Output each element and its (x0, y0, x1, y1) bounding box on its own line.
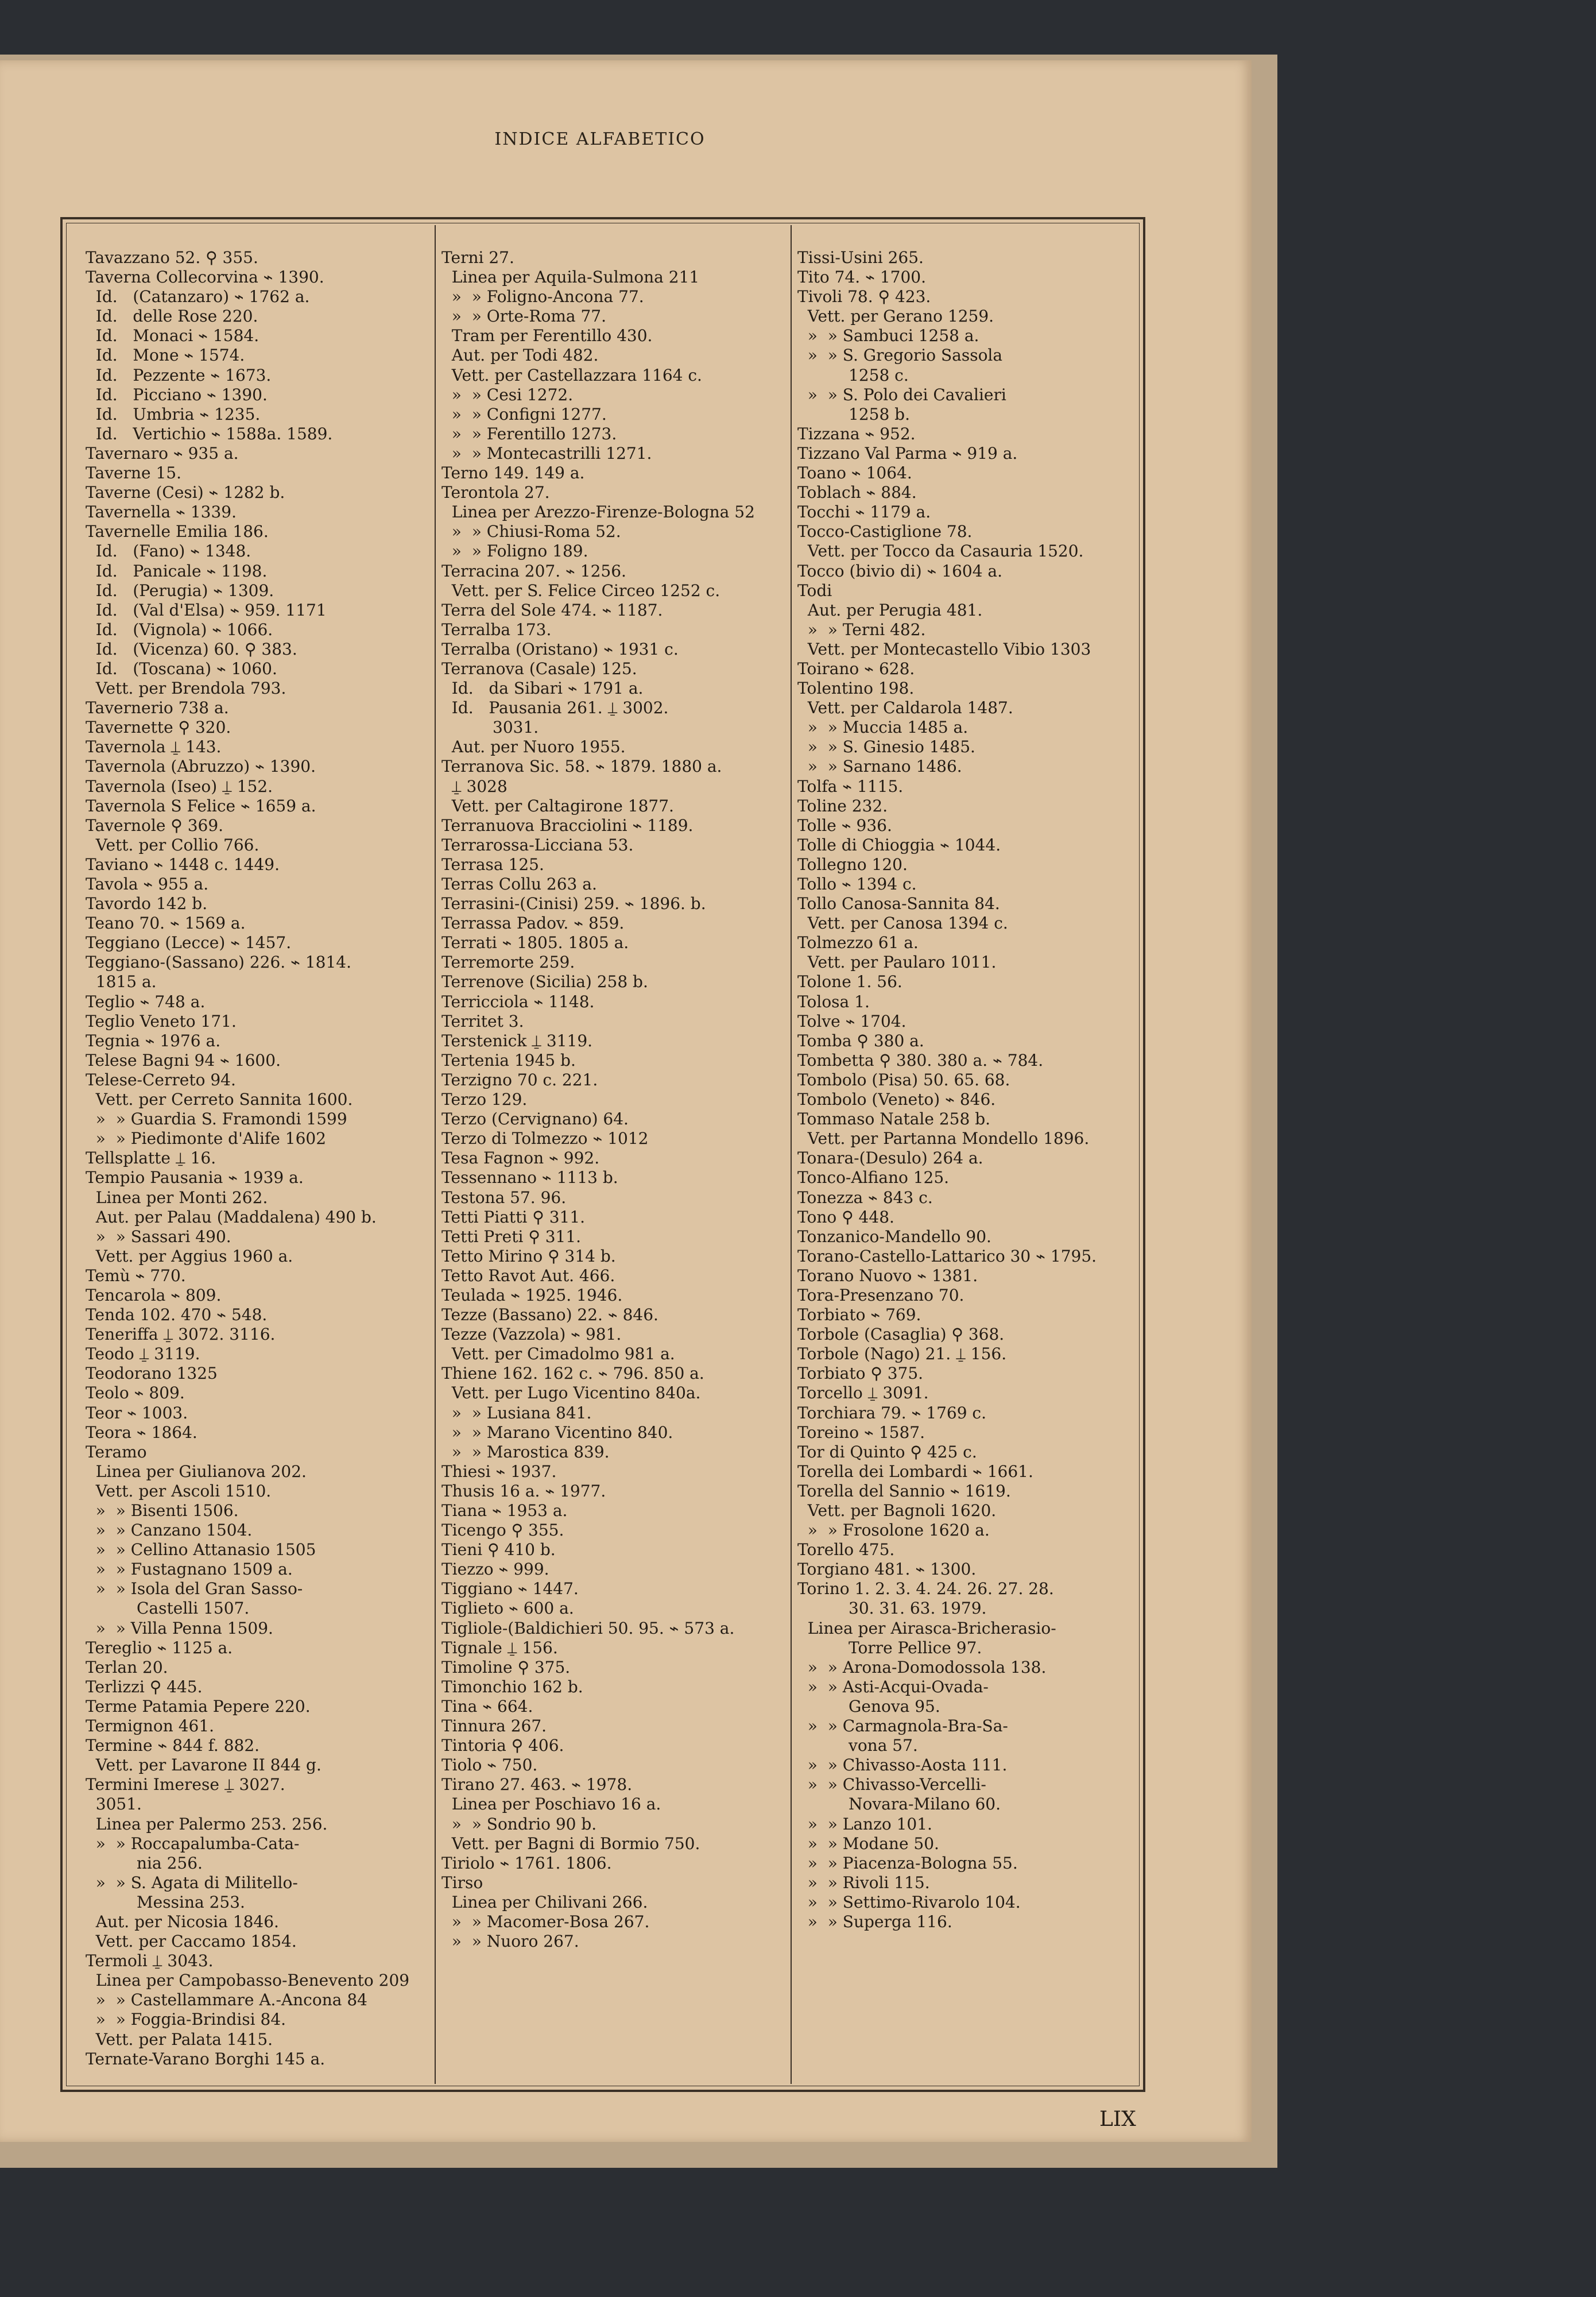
index-entry: Id. Pausania 261. ⍊ 3002. (441, 698, 669, 718)
index-entry: Teor ⌁ 1003. (86, 1403, 188, 1422)
index-entry: Taviano ⌁ 1448 c. 1449. (86, 854, 280, 874)
index-entry: Tavazzano 52. ⚲ 355. (86, 248, 258, 267)
index-entry: Id. Vertichio ⌁ 1588a. 1589. (86, 424, 333, 443)
index-entry: Teano 70. ⌁ 1569 a. (86, 914, 246, 933)
index-entry: » » Castellammare A.-Ancona 84 (86, 1990, 367, 2010)
index-entry: Teodo ⍊ 3119. (86, 1344, 200, 1364)
index-entry: Tavernerio 738 a. (86, 698, 229, 718)
index-entry: Torbiato ⌁ 769. (797, 1305, 921, 1325)
index-entry: Terzo di Tolmezzo ⌁ 1012 (441, 1129, 649, 1148)
index-entry: Tollegno 120. (797, 854, 908, 874)
index-entry: Torcello ⍊ 3091. (797, 1383, 929, 1403)
index-entry: Tesa Fagnon ⌁ 992. (441, 1148, 600, 1168)
index-entry: Tiana ⌁ 1953 a. (441, 1501, 568, 1520)
index-entry: » » Isola del Gran Sasso- (86, 1579, 303, 1599)
index-entry: Terno 149. 149 a. (441, 463, 585, 483)
index-entry: Tolosa 1. (797, 992, 870, 1011)
index-entry: » » Chivasso-Aosta 111. (797, 1755, 1008, 1775)
index-entry: Id. Picciano ⌁ 1390. (86, 385, 268, 404)
index-entry: Vett. per Paularo 1011. (797, 953, 997, 972)
index-entry: Terralba 173. (441, 620, 552, 639)
index-entry: Thiene 162. 162 c. ⌁ 796. 850 a. (441, 1364, 704, 1383)
index-entry: » » Arona-Domodossola 138. (797, 1657, 1047, 1677)
index-entry: Teramo (86, 1442, 147, 1461)
index-entry: Tollo ⌁ 1394 c. (797, 875, 917, 894)
index-entry: Vett. per Cimadolmo 981 a. (441, 1344, 675, 1364)
index-entry: Novara-Milano 60. (797, 1795, 1001, 1814)
index-entry: Terrasini-(Cinisi) 259. ⌁ 1896. b. (441, 894, 706, 914)
index-entry: » » Piedimonte d'Alife 1602 (86, 1129, 327, 1148)
index-entry: Tolle di Chioggia ⌁ 1044. (797, 835, 1001, 854)
index-entry: Tintoria ⚲ 406. (441, 1736, 564, 1755)
index-entry: Tombolo (Veneto) ⌁ 846. (797, 1090, 996, 1109)
index-entry: Testona 57. 96. (441, 1188, 567, 1207)
index-entry: Ticengo ⚲ 355. (441, 1521, 564, 1540)
index-entry: » » Asti-Acqui-Ovada- (797, 1677, 989, 1696)
index-entry: Terzo 129. (441, 1090, 528, 1109)
index-entry: Id. Umbria ⌁ 1235. (86, 404, 261, 424)
index-entry: Terlan 20. (86, 1657, 168, 1677)
index-entry: » » Lanzo 101. (797, 1814, 932, 1834)
index-entry: Tezze (Bassano) 22. ⌁ 846. (441, 1305, 658, 1325)
index-entry: Teggiano-(Sassano) 226. ⌁ 1814. (86, 953, 352, 972)
index-entry: » » Lusiana 841. (441, 1403, 592, 1422)
index-entry: » » Sarnano 1486. (797, 757, 962, 776)
index-entry: Vett. per Lavarone II 844 g. (86, 1755, 321, 1775)
index-entry: » » Orte-Roma 77. (441, 307, 606, 326)
index-entry: Tavernola S Felice ⌁ 1659 a. (86, 796, 316, 815)
index-entry: » » Terni 482. (797, 620, 926, 639)
index-entry: » » Macomer-Bosa 267. (441, 1912, 650, 1931)
index-entry: Vett. per Ascoli 1510. (86, 1481, 272, 1501)
index-entry: Id. Panicale ⌁ 1198. (86, 561, 268, 581)
index-entry: » » Marostica 839. (441, 1442, 610, 1461)
index-entry: nia 256. (86, 1853, 203, 1873)
index-entry: Vett. per Castellazzara 1164 c. (441, 365, 702, 385)
index-entry: Terrasa 125. (441, 854, 544, 874)
index-entry: Vett. per Aggius 1960 a. (86, 1246, 293, 1266)
index-entry: Terstenick ⍊ 3119. (441, 1031, 593, 1050)
index-entry: Linea per Aquila-Sulmona 211 (441, 268, 700, 287)
index-entry: Vett. per Collio 766. (86, 835, 259, 854)
index-entry: » » Superga 116. (797, 1912, 952, 1931)
index-entry: Tavernola (Abruzzo) ⌁ 1390. (86, 757, 316, 776)
index-entry: Telese Bagni 94 ⌁ 1600. (86, 1050, 281, 1070)
index-entry: » » Nuoro 267. (441, 1932, 579, 1951)
index-entry: Tor di Quinto ⚲ 425 c. (797, 1442, 977, 1461)
index-entry: Vett. per Partanna Mondello 1896. (797, 1129, 1090, 1148)
index-entry: Terzo (Cervignano) 64. (441, 1109, 629, 1129)
index-entry: Tolone 1. 56. (797, 972, 902, 992)
index-entry: Tivoli 78. ⚲ 423. (797, 287, 931, 307)
index-entry: Tolve ⌁ 1704. (797, 1011, 907, 1031)
index-entry: » » S. Gregorio Sassola (797, 346, 1003, 365)
index-entry: » » Settimo-Rivarolo 104. (797, 1892, 1021, 1912)
index-entry: Tolmezzo 61 a. (797, 933, 919, 953)
index-entry: Terranova (Casale) 125. (441, 659, 637, 678)
index-entry: Tocchi ⌁ 1179 a. (797, 502, 931, 522)
index-entry: Vett. per Brendola 793. (86, 679, 286, 698)
index-entry: Torano Nuovo ⌁ 1381. (797, 1266, 978, 1285)
index-entry: 3051. (86, 1795, 142, 1814)
index-entry: Id. Mone ⌁ 1574. (86, 346, 245, 365)
index-entry: Tavernola (Iseo) ⍊ 152. (86, 776, 273, 796)
index-entry: Teneriffa ⍊ 3072. 3116. (86, 1325, 276, 1344)
page-header: INDICE ALFABETICO (494, 129, 706, 149)
index-entry: » » Sambuci 1258 a. (797, 326, 979, 346)
index-entry: Vett. per Canosa 1394 c. (797, 914, 1008, 933)
index-entry: Torino 1. 2. 3. 4. 24. 26. 27. 28. (797, 1579, 1054, 1599)
index-entry: Timoline ⚲ 375. (441, 1657, 571, 1677)
index-entry: Tavernelle Emilia 186. (86, 522, 269, 542)
index-entry: Tavernette ⚲ 320. (86, 718, 231, 737)
index-entry: » » Cellino Attanasio 1505 (86, 1540, 316, 1560)
index-entry: Terrati ⌁ 1805. 1805 a. (441, 933, 629, 953)
index-entry: Torbiato ⚲ 375. (797, 1364, 924, 1383)
index-entry: Terranuova Bracciolini ⌁ 1189. (441, 815, 694, 835)
index-entry: » » S. Ginesio 1485. (797, 737, 975, 757)
index-entry: Linea per Arezzo-Firenze-Bologna 52 (441, 502, 755, 522)
index-entry: Tavernole ⚲ 369. (86, 815, 224, 835)
index-entry: Terricciola ⌁ 1148. (441, 992, 595, 1011)
index-column-2 (441, 248, 797, 1951)
index-entry: Terme Patamia Pepere 220. (86, 1696, 311, 1716)
index-entry: Messina 253. (86, 1892, 245, 1912)
index-entry: Tessennano ⌁ 1113 b. (441, 1168, 618, 1188)
index-entry: Teodorano 1325 (86, 1364, 218, 1383)
index-entry: Linea per Palermo 253. 256. (86, 1814, 328, 1834)
index-entry: Id. (Catanzaro) ⌁ 1762 a. (86, 287, 310, 307)
index-column-1 (86, 248, 441, 2069)
index-entry: Vett. per Cerreto Sannita 1600. (86, 1090, 353, 1109)
index-entry: Vett. per Gerano 1259. (797, 307, 994, 326)
index-entry: Termignon 461. (86, 1716, 215, 1736)
index-entry: » » Frosolone 1620 a. (797, 1521, 990, 1540)
index-entry: Tertenia 1945 b. (441, 1050, 576, 1070)
index-entry: 30. 31. 63. 1979. (797, 1599, 987, 1618)
index-entry: Taverne (Cesi) ⌁ 1282 b. (86, 483, 285, 502)
index-entry: Linea per Poschiavo 16 a. (441, 1795, 661, 1814)
index-entry: Tezze (Vazzola) ⌁ 981. (441, 1325, 622, 1344)
index-entry: » » Foligno-Ancona 77. (441, 287, 644, 307)
index-entry: Vett. per Caltagirone 1877. (441, 796, 674, 815)
index-entry: Vett. per Bagnoli 1620. (797, 1501, 997, 1520)
index-entry: Tinnura 267. (441, 1716, 547, 1736)
index-entry: » » Rivoli 115. (797, 1873, 930, 1892)
index-entry: Terrarossa-Licciana 53. (441, 835, 634, 854)
index-entry: Aut. per Palau (Maddalena) 490 b. (86, 1207, 377, 1227)
index-entry: Tetti Piatti ⚲ 311. (441, 1207, 586, 1227)
index-entry: Id. (Vicenza) 60. ⚲ 383. (86, 639, 297, 659)
index-entry: Tavola ⌁ 955 a. (86, 875, 209, 894)
index-entry: Torella dei Lombardi ⌁ 1661. (797, 1461, 1033, 1481)
index-entry: Tempio Pausania ⌁ 1939 a. (86, 1168, 304, 1188)
index-entry: » » Configni 1277. (441, 404, 607, 424)
index-entry: Tencarola ⌁ 809. (86, 1285, 222, 1305)
index-entry: » » Cesi 1272. (441, 385, 574, 404)
index-entry: » » Ferentillo 1273. (441, 424, 617, 443)
index-entry: Tissi-Usini 265. (797, 248, 924, 267)
index-entry: Tiglieto ⌁ 600 a. (441, 1599, 574, 1618)
index-entry: Tina ⌁ 664. (441, 1696, 533, 1716)
index-entry: Id. Monaci ⌁ 1584. (86, 326, 259, 346)
index-entry: Tiggiano ⌁ 1447. (441, 1579, 579, 1599)
index-entry: Linea per Giulianova 202. (86, 1461, 307, 1481)
index-entry: Timonchio 162 b. (441, 1677, 583, 1696)
index-entry: Todi (797, 581, 832, 600)
index-entry: Tolle ⌁ 936. (797, 815, 892, 835)
index-entry: 1815 a. (86, 972, 157, 992)
index-entry: Tetto Ravot Aut. 466. (441, 1266, 615, 1285)
index-entry: Tocco (bivio di) ⌁ 1604 a. (797, 561, 1003, 581)
index-entry: Toline 232. (797, 796, 888, 815)
index-entry: Torello 475. (797, 1540, 895, 1560)
index-entry: Terralba (Oristano) ⌁ 1931 c. (441, 639, 679, 659)
index-entry: Vett. per S. Felice Circeo 1252 c. (441, 581, 720, 600)
index-entry: Id. (Perugia) ⌁ 1309. (86, 581, 274, 600)
index-entry: Castelli 1507. (86, 1599, 250, 1618)
index-entry: Torchiara 79. ⌁ 1769 c. (797, 1403, 987, 1422)
index-entry: Tiezzo ⌁ 999. (441, 1560, 549, 1579)
index-entry: » » Montecastrilli 1271. (441, 443, 652, 463)
index-entry: Id. (Val d'Elsa) ⌁ 959. 1171 (86, 600, 327, 620)
index-entry: Tereglio ⌁ 1125 a. (86, 1638, 233, 1657)
index-entry: Teolo ⌁ 809. (86, 1383, 185, 1403)
index-entry: Vett. per Palata 1415. (86, 2029, 273, 2049)
index-entry: Id. (Vignola) ⌁ 1066. (86, 620, 273, 639)
index-entry: Tora-Presenzano 70. (797, 1285, 964, 1305)
index-entry: Toblach ⌁ 884. (797, 483, 917, 502)
index-entry: ⍊ 3028 (441, 776, 508, 796)
index-entry: » » Foggia-Brindisi 84. (86, 2010, 286, 2029)
index-entry: Toreino ⌁ 1587. (797, 1422, 925, 1442)
page-number: LIX (1099, 2107, 1136, 2131)
index-entry: Tito 74. ⌁ 1700. (797, 268, 926, 287)
index-entry: Tonzanico-Mandello 90. (797, 1227, 991, 1246)
index-entry: Tollo Canosa-Sannita 84. (797, 894, 1000, 914)
index-entry: Terni 27. (441, 248, 514, 267)
index-entry: » » Canzano 1504. (86, 1521, 253, 1540)
index-entry: Terrenove (Sicilia) 258 b. (441, 972, 648, 992)
index-entry: Taverne 15. (86, 463, 182, 483)
index-entry: Tizzano Val Parma ⌁ 919 a. (797, 443, 1018, 463)
index-entry: Torano-Castello-Lattarico 30 ⌁ 1795. (797, 1246, 1097, 1266)
index-entry: » » Fustagnano 1509 a. (86, 1560, 293, 1579)
index-entry: Vett. per Bagni di Bormio 750. (441, 1834, 700, 1853)
index-entry: Territet 3. (441, 1011, 524, 1031)
index-entry: Telese-Cerreto 94. (86, 1070, 236, 1089)
index-entry: » » Muccia 1485 a. (797, 718, 969, 737)
index-entry: Tiriolo ⌁ 1761. 1806. (441, 1853, 612, 1873)
index-entry: Id. Pezzente ⌁ 1673. (86, 365, 272, 385)
index-entry: Tiolo ⌁ 750. (441, 1755, 538, 1775)
index-entry: Tavernella ⌁ 1339. (86, 502, 237, 522)
index-entry: Torbole (Casaglia) ⚲ 368. (797, 1325, 1005, 1344)
index-entry: » » Guardia S. Framondi 1599 (86, 1109, 347, 1129)
index-entry: Tavernaro ⌁ 935 a. (86, 443, 239, 463)
index-entry: Tavordo 142 b. (86, 894, 208, 914)
index-column-3 (797, 248, 1142, 1932)
index-entry: Vett. per Caccamo 1854. (86, 1932, 297, 1951)
index-entry: Tizzana ⌁ 952. (797, 424, 916, 443)
index-entry: » » S. Polo dei Cavalieri (797, 385, 1006, 404)
index-entry: » » Sassari 490. (86, 1227, 231, 1246)
index-entry: Torre Pellice 97. (797, 1638, 982, 1657)
index-entry: Vett. per Lugo Vicentino 840a. (441, 1383, 701, 1403)
index-entry: Tomba ⚲ 380 a. (797, 1031, 924, 1050)
index-entry: » » Foligno 189. (441, 542, 588, 561)
index-entry: » » Carmagnola-Bra-Sa- (797, 1716, 1008, 1736)
index-entry: Tombetta ⚲ 380. 380 a. ⌁ 784. (797, 1050, 1044, 1070)
index-entry: Linea per Campobasso-Benevento 209 (86, 1971, 410, 1990)
index-entry: Torella del Sannio ⌁ 1619. (797, 1481, 1011, 1501)
index-entry: Teora ⌁ 1864. (86, 1422, 197, 1442)
index-entry: » » Marano Vicentino 840. (441, 1422, 673, 1442)
index-entry: » » Modane 50. (797, 1834, 939, 1853)
index-entry: Linea per Airasca-Bricherasio- (797, 1618, 1056, 1638)
index-entry: Aut. per Perugia 481. (797, 600, 983, 620)
index-entry: Terranova Sic. 58. ⌁ 1879. 1880 a. (441, 757, 722, 776)
index-entry: Tombolo (Pisa) 50. 65. 68. (797, 1070, 1010, 1089)
index-entry: vona 57. (797, 1736, 918, 1755)
index-entry: Id. (Fano) ⌁ 1348. (86, 542, 251, 561)
index-entry: » » Sondrio 90 b. (441, 1814, 597, 1834)
index-entry: Linea per Monti 262. (86, 1188, 268, 1207)
index-entry: Tignale ⍊ 156. (441, 1638, 558, 1657)
index-entry: Terontola 27. (441, 483, 550, 502)
index-entry: Aut. per Nuoro 1955. (441, 737, 626, 757)
index-entry: Tommaso Natale 258 b. (797, 1109, 991, 1129)
index-entry: Tram per Ferentillo 430. (441, 326, 653, 346)
index-entry: » » Piacenza-Bologna 55. (797, 1853, 1018, 1873)
index-entry: Id. (Toscana) ⌁ 1060. (86, 659, 277, 678)
index-entry: Tavernola ⍊ 143. (86, 737, 222, 757)
index-entry: Taverna Collecorvina ⌁ 1390. (86, 268, 324, 287)
index-entry: Tirano 27. 463. ⌁ 1978. (441, 1775, 633, 1795)
index-entry: » » Villa Penna 1509. (86, 1618, 273, 1638)
index-entry: Tetti Preti ⚲ 311. (441, 1227, 582, 1246)
index-entry: » » S. Agata di Militello- (86, 1873, 298, 1892)
index-entry: Id. da Sibari ⌁ 1791 a. (441, 679, 644, 698)
index-entry: Id. delle Rose 220. (86, 307, 258, 326)
index-entry: Vett. per Montecastello Vibio 1303 (797, 639, 1091, 659)
index-entry: » » Chivasso-Vercelli- (797, 1775, 986, 1795)
index-entry: Termine ⌁ 844 f. 882. (86, 1736, 260, 1755)
index-entry: Teglio Veneto 171. (86, 1011, 237, 1031)
index-entry: Tenda 102. 470 ⌁ 548. (86, 1305, 268, 1325)
index-entry: Torbole (Nago) 21. ⍊ 156. (797, 1344, 1007, 1364)
index-entry: Terzigno 70 c. 221. (441, 1070, 598, 1089)
index-entry: Tolfa ⌁ 1115. (797, 776, 904, 796)
index-entry: Tetto Mirino ⚲ 314 b. (441, 1246, 616, 1266)
index-frame (60, 217, 1145, 2092)
index-entry: Thusis 16 a. ⌁ 1977. (441, 1481, 606, 1501)
index-entry: Terremorte 259. (441, 953, 575, 972)
index-entry: Genova 95. (797, 1696, 940, 1716)
index-entry: Aut. per Todi 482. (441, 346, 599, 365)
index-entry: Tigliole-(Baldichieri 50. 95. ⌁ 573 a. (441, 1618, 735, 1638)
index-entry: Tono ⚲ 448. (797, 1207, 894, 1227)
index-entry: Teglio ⌁ 748 a. (86, 992, 206, 1011)
index-entry: Tonara-(Desulo) 264 a. (797, 1148, 983, 1168)
index-entry: » » Chiusi-Roma 52. (441, 522, 621, 542)
index-entry: Terra del Sole 474. ⌁ 1187. (441, 600, 663, 620)
index-entry: Tocco-Castiglione 78. (797, 522, 973, 542)
index-entry: » » Bisenti 1506. (86, 1501, 239, 1520)
index-entry: Tirso (441, 1873, 483, 1892)
index-entry: Termoli ⍊ 3043. (86, 1951, 214, 1971)
index-entry: » » Roccapalumba-Cata- (86, 1834, 300, 1853)
index-entry: Tegnia ⌁ 1976 a. (86, 1031, 221, 1050)
index-entry: Ternate-Varano Borghi 145 a. (86, 2049, 326, 2068)
index-entry: Terracina 207. ⌁ 1256. (441, 561, 626, 581)
index-entry: 1258 b. (797, 404, 910, 424)
index-entry: Toirano ⌁ 628. (797, 659, 915, 678)
index-entry: Torgiano 481. ⌁ 1300. (797, 1560, 977, 1579)
index-entry: Terras Collu 263 a. (441, 875, 597, 894)
index-entry: Toano ⌁ 1064. (797, 463, 912, 483)
index-entry: Thiesi ⌁ 1937. (441, 1461, 557, 1481)
index-entry: 3031. (441, 718, 539, 737)
index-entry: Vett. per Caldarola 1487. (797, 698, 1013, 718)
index-entry: Teulada ⌁ 1925. 1946. (441, 1285, 623, 1305)
index-entry: Tellsplatte ⍊ 16. (86, 1148, 216, 1168)
index-entry: Aut. per Nicosia 1846. (86, 1912, 279, 1931)
index-entry: Vett. per Tocco da Casauria 1520. (797, 542, 1084, 561)
index-entry: Teggiano (Lecce) ⌁ 1457. (86, 933, 292, 953)
index-entry: Terlizzi ⚲ 445. (86, 1677, 203, 1696)
index-entry: Termini Imerese ⍊ 3027. (86, 1775, 285, 1795)
index-entry: 1258 c. (797, 365, 909, 385)
index-entry: Temù ⌁ 770. (86, 1266, 186, 1285)
index-entry: Tonezza ⌁ 843 c. (797, 1188, 933, 1207)
index-entry: Tolentino 198. (797, 679, 915, 698)
index-entry: Tonco-Alfiano 125. (797, 1168, 950, 1188)
index-entry: Linea per Chilivani 266. (441, 1892, 648, 1912)
index-entry: Terrassa Padov. ⌁ 859. (441, 914, 625, 933)
index-entry: Tieni ⚲ 410 b. (441, 1540, 556, 1560)
